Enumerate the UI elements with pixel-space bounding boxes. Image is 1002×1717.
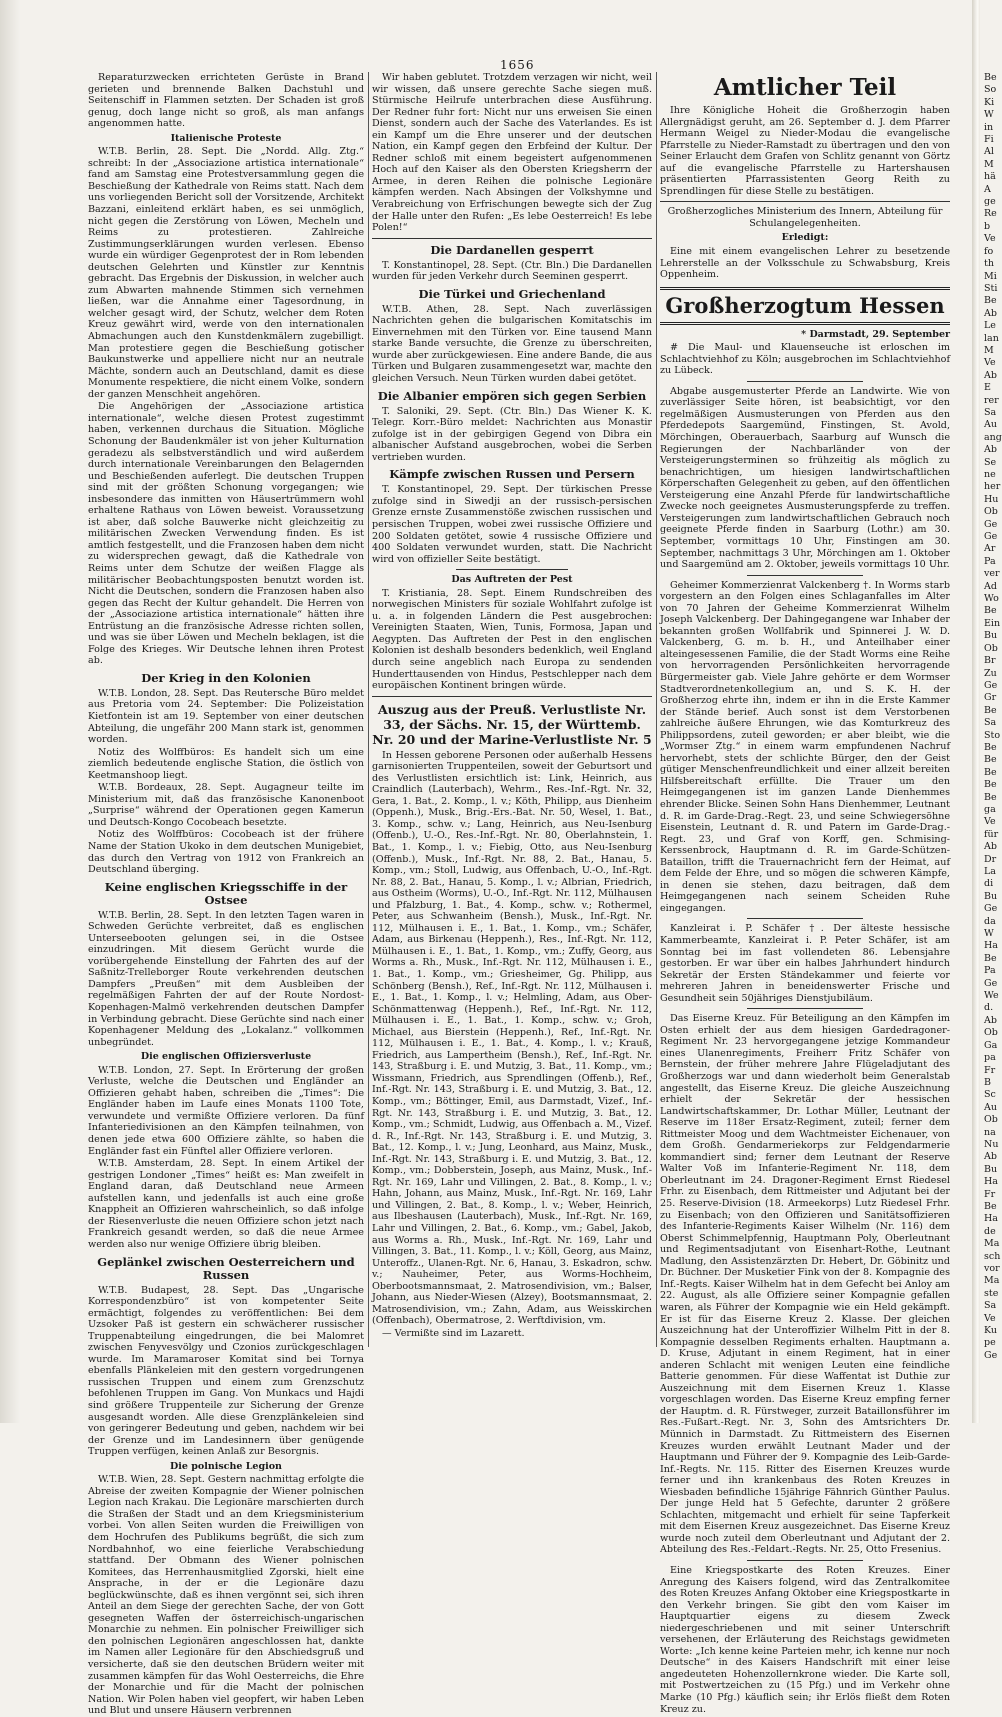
fragment-line: Bu xyxy=(984,630,998,642)
divider xyxy=(660,201,950,202)
fragment-line: Ob xyxy=(984,506,998,518)
paragraph: Reparaturzwecken errichteten Gerüste in Brand gerieten und brennende Balken Dachstuhl und Seitenschiff in Flammen setzten. Der Schaden ist groß genug, doch lange nicht so groß, als man anfangs angenommen hatte. xyxy=(88,72,364,130)
article-heading: Der Krieg in den Kolonien xyxy=(141,670,311,685)
paragraph: W.T.B. Budapest, 28. Sept. Das „Ungarische Korrespondenzbüro“ ist von kompetenter Seite ermächtigt, folgendes zu veröffentlichen: Bei dem Uzsoker Paß ist gestern ein schwächerer russischer Truppenabteilung eingedrungen, die bei Malomret zwischen Fenyvesvölgy und Czonios zurückgeschlagen wurde. Im Maramaroser Komitat sind bei Tornya ebenfalls Plänkeleien mit den gestern vorgedrungenen russischen Truppen und einem zum Grenzschutz befohlenen Truppen im Gang. Von Munkacs und Hajdi sind größere Truppenteile zur Sicherung der Grenze ausgesandt worden. Alle diese Grenzplänkeleien sind von geringerer Bedeutung und geben, nachdem wir bei der Grenze und im Landesinnern über genügende Truppen verfügen, keinen Anlaß zur Besorgnis. xyxy=(88,1284,364,1458)
fragment-line: b xyxy=(984,220,991,232)
fragment-line: Be xyxy=(984,704,997,716)
fragment-line: ga xyxy=(984,803,996,815)
fragment-line: ver xyxy=(984,568,1000,580)
page-gutter xyxy=(972,0,980,1423)
fragment-line: Hu xyxy=(984,493,999,505)
fragment-line: Ad xyxy=(984,580,997,592)
fragment-line: Ki xyxy=(984,96,995,108)
paragraph: W.T.B. Wien, 28. Sept. Gestern nachmittag erfolgte die Abreise der zweiten Kompagnie der Wiener polnischen Legion nach Krakau. Die Legionäre marschierten durch die Straßen der Stadt und an dem Kriegsministerium vorbei. Von allen Seiten wurden die Freiwilligen von dem Hochrufen des Publikums begrüßt, die sich zum Nordbahnhof, wo eine feierliche Verabschiedung stattfand. Der Obmann des Wiener polnischen Komitees, das Herrenhausmitglied Zgorski, hielt eine Ansprache, in der er die Legionäre dazu beglückwünschte, daß es ihnen vergönnt sei, sich ihren Anteil an dem Siege der gerechten Sache, der von Gott gesegneten Waffen der österreichisch-ungarischen Monarchie zu nehmen. Ein polnischer Freiwilliger sich den polnischen Legionären angeschlossen hat, dankte im Namen aller Legionäre für den Abschiedsgruß und versicherte, daß sie den deutschen Brüdern weiter mit zusammen kämpfen für das Wohl Oesterreichs, die Ehre der Monarchie und für die Macht der polnischen Nation. Wir Polen haben viel geopfert, wir haben Leben und Blut und unsere Häusern verbrennen xyxy=(88,1474,364,1717)
fragment-line: Br xyxy=(984,655,996,667)
fragment-line: Sc xyxy=(984,1089,996,1101)
fragment-line: di xyxy=(984,878,994,890)
fragment-line: Ha xyxy=(984,1176,998,1188)
fragment-line: Fi xyxy=(984,134,994,146)
paragraph: W.T.B. Berlin, 28. Sept. Die „Nordd. Allg. Ztg.“ schreibt: In der „Associazione artistica internationale“ fand am Samstag eine Protestversammlung gegen die Beschießung der Kathedrale von Reims statt. Nach dem uns vorliegenden Bericht soll der Vorsitzende, Architekt Bazzani, einleitend erklärt haben, es sei unmöglich, nicht gegen die Zerstörung von Löwen, Mecheln und Reims zu protestieren. Zahlreiche Zustimmungserklärungen wurden verlesen. Ebenso wurde ein würdiger Gegenprotest der in Rom lebenden deutschen Gelehrten und Künstler zur Kenntnis gebracht. Das Ergebnis der Diskussion, in welcher auch zum Abwarten mahnende Stimmen sich vernehmen ließen, war die Annahme einer Tagesordnung, in welcher gesagt wird, der Schutz, welcher dem Roten Kreuz gewährt wird, werde von den internationalen Abmachungen auch den Kunstdenkmälern zugebilligt. Man protestiere gegen die Beschießung gotischer Baukunstwerke und appelliere nicht nur an neutrale Mächte, sondern auch an Deutschland, damit es diese Monumente respektiere, die nicht einem Volke, sondern der ganzen Menschheit angehören. xyxy=(88,146,364,400)
fragment-line: B xyxy=(984,1076,991,1088)
paragraph: Ihre Königliche Hoheit die Großherzogin haben Allergnädigst geruht, am 26. September d. J. dem Pfarrer Hermann Weigel zu Nieder-Modau die evangelische Pfarrstelle zu Nieder-Ramstadt zu übertragen und den von Seiner Erlaucht dem Grafen von Schlitz genannt von Görtz auf die evangelische Pfarrstelle zu Hartershausen präsentierten Pfarrassistenten Georg Reith zu Sprendlingen für diese Stelle zu bestätigen. xyxy=(660,105,950,197)
fragment-line: na xyxy=(984,1126,996,1138)
fragment-line: fo xyxy=(984,245,994,257)
fragment-line: M xyxy=(984,344,994,356)
paragraph: Eine Kriegspostkarte des Roten Kreuzes. Einer Anregung des Kaisers folgend, wird das Zentralkomitee des Roten Kreuzes Anfang Oktober eine Kriegspostkarte in den Verkehr bringen. Sie gibt den vom Kaiser im Hauptquartier eigens zu diesem Zweck niedergeschriebenen und mit seiner Unterschrift versehenen, der Erläuterung des Reichstags gewidmeten Worte: „Ich kenne keine Parteien mehr, ich kenne nur noch Deutsche“ in des Kaisers Handschrift mit einer leise angedeuteten Hohenzollernkrone wieder. Die Karte soll, mit Postwertzeichen zu (15 Pfg.) und im Verkehr ohne Marke (10 Pfg.) käuflich sein; ihr Erlös fließt dem Roten Kreuz zu. xyxy=(660,1564,950,1715)
fragment-line: Ab xyxy=(984,444,997,456)
fragment-line: Se xyxy=(984,456,997,468)
fragment-line: Be xyxy=(984,295,997,307)
fragment-line: So xyxy=(984,84,997,96)
article-heading: Kämpfe zwischen Russen und Persern xyxy=(389,467,635,482)
column-3 xyxy=(660,72,950,1715)
fragment-line: La xyxy=(984,866,996,877)
fragment-line: Bu xyxy=(984,890,998,902)
fragment-line: We xyxy=(984,990,999,1002)
column-2 xyxy=(372,72,652,1342)
paragraph: # Die Maul- und Klauenseuche ist erloschen im Schlachtviehhof zu Köln; ausgebrochen im Schlachtviehhof zu Lübeck. xyxy=(660,342,950,377)
fragment-line: Be xyxy=(984,741,997,753)
paragraph: Das Eiserne Kreuz. Für Beteiligung an den Kämpfen im Osten erhielt der aus dem hiesigen Gardedragoner-Regiment Nr. 23 hervorgegangene jetzige Kommandeur eines Ulanenregiments, Freiherr Fritz Schäfer von Bernstein, der früher mehrere Jahre Flügeladjutant des Großherzogs war und dann wiederholt beim Generalstab angestellt, das Eiserne Kreuz. Die gleiche Auszeichnung erhielt der Sekretär der hessischen Landwirtschaftskammer, Dr. Lothar Müller, Leutnant der Reserve im 118er Ersatz-Regiment, zuteil; ferner dem Rittmeister Moog und dem Wachtmeister Eichenauer, von dem Großh. Gendarmeriekorps zur Feldgendarmerie kommandiert sind; ferner dem Leutnant der Reserve Walter Voß im Infanterie-Regiment Nr. 118, dem Oberleutnant im 24. Dragoner-Regiment Ernst Riedesel Frhr. zu Eisenbach, dem Rittmeister und Adjutant bei der 25. Reserve-Division (18. Armeekorps) Lutz Riedesel Frhr. zu Eisenbach; von den Offizieren und Sanitätsoffizieren des Infanterie-Regiments Kaiser Wilhelm (Nr. 116) dem Oberst Schimmelpfennig, Hauptmann Poly, Oberleutnant und Regimentsadjutant von Eisenhart-Rothe, Leutnant Madlung, den Assistenzärzten Dr. Hebert, Dr. Göbinitz und Dr. Büchner. Der Musketier Fink von der 8. Kompagnie des Inf.-Regts. Kaiser Wilhelm hat in dem Gefecht bei Anloy am 22. August, als alle Offiziere seiner Kompagnie gefallen waren, als Führer der Kompagnie wie ein Held gekämpft. Er ist für das Eiserne Kreuz 2. Klasse. Der gleichen Auszeichnung hat der Unteroffizier Wilhelm Pitt in der 8. Kompagnie desselben Regiments erhalten. Hauptmann a. D. Kruse, Adjutant in einem Regiment, hat in einer anderen Schlacht mit wenigen Leuten eine feindliche Batterie genommen. Für diese Waffentat ist Duthie zur Auszeichnung mit dem Eisernen Kreuz 1. Klasse vorgeschlagen worden. Das Eiserne Kreuz empfing ferner der Hauptm. d. R. Fürstweger, zurzeit Bataillonsführer im Res.-Fußart.-Regt. Nr. 3, Sohn des Amtsrichters Dr. Münnich in Darmstadt. Zu Rittmeistern des Eisernen Kreuzes wurden erwählt Leutnant Mader und der Hauptmann und Führer der 9. Kompagnie des Leib-Garde-Inf.-Regts. Nr. 115. Ritter des Eisernen Kreuzes wurde ferner und ihn krankenbaus des Roten Kreuzes in Wiesbaden befindliche 15jährige Fähnrich Günther Paulus. Der junge Held hat 5 Gefechte, darunter 2 größere Schlachten, mitgemacht und erhielt für seine Tapferkeit mit dem Eisernen Kreuz ausgezeichnet. Das Eiserne Kreuz wurde noch zuteil dem Oberleutnant und Adjutant der 2. Abteilung des Res.-Feldart.-Regts. Nr. 25, Otto Fresenius. xyxy=(660,1013,950,1556)
fragment-line: A xyxy=(984,183,991,195)
fragment-line: Be xyxy=(984,952,997,964)
fragment-line: Ve xyxy=(984,357,996,369)
fragment-line: Ma xyxy=(984,1238,1000,1250)
fragment-line: Be xyxy=(984,72,997,83)
paragraph: W.T.B. London, 27. Sept. In Erörterung der großen Verluste, welche die Deutschen und Engländer an Offizieren gehabt haben, schreiben die „Times“: Die Engländer haben im Laufe eines Monats 1100 Tote, verwundete und vermißte Offiziere verloren. Da fünf Infanteriedivisionen an den Kämpfen teilnahmen, von denen jede etwa 600 Offiziere zählte, so haben die Engländer fast ein Fünftel aller Offiziere verloren. xyxy=(88,1064,364,1157)
fragment-line: Ge xyxy=(984,531,998,543)
paragraph: Kanzleirat i. P. Schäfer †. Der älteste hessische Kammerbeamte, Kanzleirat i. P. Peter Schäfer, ist am Sonntag bei im fast vollendeten 86. Lebensjahre gestorben. Er war über ein halbes Jahrhundert hindurch Sekretär der Ersten Ständekammer und feierte vor mehreren Jahren in beneidenswerter Frische und Gesundheit sein 50jähriges Dienstjubiläum. xyxy=(660,923,950,1004)
fragment-line: d. xyxy=(984,1002,994,1014)
divider xyxy=(747,1008,863,1009)
fragment-line: Ab xyxy=(984,369,997,381)
fragment-line: Sa xyxy=(984,406,997,418)
section-title-box xyxy=(660,287,950,325)
article-heading: Die Dardanellen gesperrt xyxy=(430,242,594,257)
fragment-line: Ha xyxy=(984,940,998,952)
fragment-line: Ar xyxy=(984,543,996,555)
fragment-line: Ab xyxy=(984,1014,997,1026)
article-heading: Auszug aus der Preuß. Verlustliste Nr. 33, der Sächs. Nr. 15, der Württemb. Nr. 20 und der Marine-Verlustliste Nr. 5 xyxy=(372,701,652,747)
fragment-line: Au xyxy=(984,1101,997,1113)
fragment-line: rer xyxy=(984,394,999,406)
fragment-line: Ku xyxy=(984,1325,998,1337)
paragraph: In Hessen geborene Personen oder außerhalb Hessens garnisonierten Truppenteilen, soweit der Geburtsort und des Verlustlisten ersichtlich ist: Link, Heinrich, aus Craindlich (Lauterbach), Wehrm., Res.-Inf.-Rgt. Nr. 32, Gera, 1. Bat., 2. Komp., l. v.; Köth, Philipp, aus Dienheim (Oppenh.), Musk., Brig.-Ers.-Bat. Nr. 50, Wesel, 1. Bat., 3. Komp., schw. v.; Lang, Heinrich, aus Neu-Isenburg (Offenb.), U.-O., Res.-Inf.-Rgt. Nr. 80, Oberlahnstein, 1. Bat., 1. Komp., l. v.; Fiebig, Otto, aus Neu-Isenburg (Offenb.), Musk., Inf.-Rgt. Nr. 88, 2. Bat., Hanau, 5. Komp., vm.; Stoll, Ludwig, aus Offenbach, U.-O., Inf.-Rgt. Nr. 88, 2. Bat., Hanau, 5. Komp., l. v.; Albrian, Friedrich, aus Ostheim (Worms), U.-O., Inf.-Rgt. Nr. 112, Mülhausen und Pfalzburg, 1. Bat., 4. Komp., schw. v.; Rothermel, Peter, aus Schwanheim (Bensh.), Musk., Inf.-Rgt. Nr. 112, Mülhausen i. E., 1. Bat., 1. Komp., vm.; Schäfer, Adam, aus Birkenau (Heppenh.), Res., Inf.-Rgt. Nr. 112, Mülhausen i. E., 1. Bat., 1. Komp., vm.; Zuffy, Georg, aus Worms a. Rh., Musk., Inf.-Rgt. Nr. 112, Mülhausen i. E., 1. Bat., 1. Komp., vm.; Griesheimer, Gg. Philipp, aus Schönberg (Bensh.), Ref., Inf.-Rgt. Nr. 112, Mülhausen i. E., 1. Bat., 1. Komp., l. v.; Helmling, Adam, aus Ober-Schönmattenwag (Heppenh.), Ref., Inf.-Rgt. Nr. 112, Mülhausen i. E., 1. Bat., 1. Komp., schw. v.; Groh, Michael, aus Bierstein (Heppenh.), Ref., Inf.-Rgt. Nr. 112, Mülhausen i. E., 1. Bat., 4. Komp., l. v.; Krauß, Friedrich, aus Lampertheim (Bensh.), Ref., Inf.-Rgt. Nr. 143, Straßburg i. E. und Mutzig, 3. Bat., 11. Komp., vm.; Wissmann, Friedrich, aus Sprendlingen (Offenb.), Ref., Inf.-Rgt. Nr. 143, Straßburg i. E. und Mutzig, 3. Bat., 12. Komp., vm.; Böttinger, Emil, aus Darmstadt, Vizef., Inf.-Rgt. Nr. 143, Straßburg i. E. und Mutzig, 3. Bat., 12. Komp., vm.; Schmidt, Ludwig, aus Offenbach a. M., Vizef. d. R., Inf.-Rgt. Nr. 143, Straßburg i. E. und Mutzig, 3. Bat., 12. Komp., l. v.; Jung, Leonhard, aus Mainz, Musk., Inf.-Rgt. Nr. 143, Straßburg i. E. und Mutzig, 3. Bat., 12. Komp., vm.; Dobberstein, Joseph, aus Mainz, Musk., Inf.-Rgt. Nr. 169, Lahr und Villingen, 2. Bat., 8. Komp., l. v.; Hahn, Johann, aus Mainz, Musk., Inf.-Rgt. Nr. 169, Lahr und Villingen, 2. Bat., 8. Komp., l. v.; Weber, Heinrich, aus Ilbeshausen (Lauterbach), Musk., Inf.-Rgt. Nr. 169, Lahr und Villingen, 2. Bat., 6. Komp., vm.; Gabel, Jakob, aus Worms a. Rh., Musk., Inf.-Rgt. Nr. 169, Lahr und Villingen, 3. Bat., 11. Komp., l. v.; Köll, Georg, aus Mainz, Unteroffz., Ulanen-Rgt. Nr. 6, Hanau, 3. Eskadron, schw. v.; Nauheimer, Peter, aus Worms-Hochheim, Oberbootsmannsmaat, 2. Matrosendivision, vm.; Balser, Johann, aus Nieder-Wiesen (Alzey), Bootsmannsmaat, 2. Matrosendivision, vm.; Zahn, Adam, aus Weisskirchen (Offenbach), Obermatrose, 2. Werftdivision, vm. xyxy=(372,749,652,1327)
fragment-line: Ge xyxy=(984,903,998,915)
page-shadow xyxy=(0,0,20,1423)
fragment-line: Mi xyxy=(984,270,997,282)
fragment-line: Ob xyxy=(984,642,998,654)
fragment-line: für xyxy=(984,828,999,840)
fragment-line: Pa xyxy=(984,555,996,567)
fragment-line: E xyxy=(984,382,991,394)
fragment-line: Pa xyxy=(984,965,996,977)
paragraph: Geheimer Kommerzienrat Valckenberg †. In Worms starb vorgestern an den Folgen eines Schlaganfalles im Alter von 70 Jahren der Geheime Kommerzienrat Wilhelm Joseph Valckenberg. Der Dahingegangene war Inhaber der bekannten großen Wollfabrik und Spinnerei J. W. D. Valckenberg, G. m. b. H., und Anteilhaber einer alteingesessenen Familie, die der Stadt Worms eine Reihe von hervorragenden Persönlichkeiten hervorragende Bürgermeister gab. Viele Jahre gehörte er dem Wormser Stadtverordnetenkollegium an, und S. K. H. der Großherzog ehrte ihn, indem er ihn in die Erste Kammer der Stände berief. Auch sonst ist dem Verstorbenen zahlreiche äußere Ehrungen, wie das Komturkreuz des Philippsordens, zuteil geworden; er aber bleibt, wie die „Wormser Ztg.“ in einem warm empfundenen Nachruf hervorhebt, stets der schlichte Bürger, den der Geist gütiger Menschenfreundlichkeit und einer allzeit bereiten Hilfsbereitschaft erfüllte. Die Trauer um den Heimgegangenen ist im ganzen Lande Dienhemmes ehrender Blicke. Seinen Sohn Hans Dienhemmer, Leutnant d. R. im Garde-Drag.-Regt. 23, und seine Schwiegersöhne Eisenstein, Leutnant d. R. und Patern im Garde-Drag.-Regt. 23, und Graf von Korff, gen. Schmising-Kerssenbrock, Hauptmann d. R. im Garde-Schützen-Bataillon, trifft die Trauernachricht fern der Heimat, auf dem Felde der Ehre, und so mögen die schweren Kämpfe, in denen sie stehen, dazu beitragen, daß dem Heimgegangenen nach seinem Scheiden Ruhe eingegangen. xyxy=(660,579,950,914)
fragment-line: M xyxy=(984,158,994,170)
fragment-line: Ma xyxy=(984,1275,1000,1287)
subheading: Italienische Proteste xyxy=(170,132,282,144)
column-1 xyxy=(88,72,364,1717)
subheading: Die polnische Legion xyxy=(170,1460,282,1472)
fragment-line: de xyxy=(984,1225,996,1237)
fragment-line: Dr xyxy=(984,853,997,865)
paragraph: W.T.B. Berlin, 28. Sept. In den letzten Tagen waren in Schweden Gerüchte verbreitet, daß es englischen Unterseebooten gelungen sei, in die Ostsee einzudringen. Mit diesem Gerücht wurde die vorübergehende Einstellung der Fahrten des auf der Saßnitz-Trelleborger Route verkehrenden deutschen Dampfers „Preußen“ mit dem Ausbleiben der regelmäßigen Fahrten der auf der Route Nordost-Kopenhagen-Malmö verkehrenden deutschen Dampfer in Verbindung gebracht. Diese Gerüchte sind nach einer Kopenhagener Meldung des „Lokalanz.“ vollkommen unbegründet. xyxy=(88,909,364,1048)
paragraph: T. Konstantinopel, 28. Sept. (Ctr. Bln.) Die Dardanellen wurden für jeden Verkehr durch Seeminen gesperrt. xyxy=(372,259,652,283)
article-heading: Geplänkel zwischen Oesterreichern und Russen xyxy=(97,1254,355,1282)
divider xyxy=(456,569,568,570)
fragment-line: Fr xyxy=(984,1064,996,1076)
fragment-line: Ab xyxy=(984,841,997,853)
fragment-line: pe xyxy=(984,1337,996,1349)
paragraph: Großherzogliches Ministerium des Innern, Abteilung für Schulangelegenheiten. xyxy=(667,206,943,229)
fragment-line: Be xyxy=(984,779,997,791)
fragment-line: ang xyxy=(984,431,1002,443)
fragment-line: W xyxy=(984,928,994,940)
column-divider xyxy=(656,72,657,1347)
fragment-line: Be xyxy=(984,1200,997,1212)
fragment-line: Sti xyxy=(984,282,998,294)
paragraph: T. Konstantinopel, 29. Sept. Der türkischen Presse zufolge sind in Siwedji an der russisch-persischen Grenze ernste Zusammenstöße zwischen russischen und persischen Truppen, wobei zwei russische Offiziere und 200 Soldaten getötet, sowie 4 russische Offiziere und 400 Soldaten verwundet wurden, statt. Die Nachricht wird von offizieller Seite bestätigt. xyxy=(372,484,652,565)
fragment-line: Sa xyxy=(984,1300,997,1312)
fragment-line: Ob xyxy=(984,1114,998,1126)
fragment-line: ge xyxy=(984,196,996,208)
subheading: Das Auftreten der Pest xyxy=(451,574,573,586)
divider xyxy=(747,575,863,576)
column-divider xyxy=(368,72,369,1347)
divider xyxy=(747,381,863,382)
paragraph: — Vermißte sind im Lazarett. xyxy=(382,1327,525,1339)
paragraph: T. Kristiania, 28. Sept. Einem Rundschreiben des norwegischen Ministers für soziale Wohlfahrt zufolge ist u. a. in folgenden Ländern die Pest ausgebrochen: Vereinigten Staaten, Wien, Tunis, Formosa, Japan und Aegypten. Das Auftreten der Pest in den englischen Kolonien ist deshalb besonders bedenklich, weil England durch seine angeblich nach Europa zu sendenden Hunderttausenden von Hindus, Pestschlepper nach dem europäischen Kontinent bringen würde. xyxy=(372,587,652,692)
paragraph: T. Saloniki, 29. Sept. (Ctr. Bln.) Das Wiener K. K. Telegr. Korr.-Büro meldet: Nachrichten aus Monastir zufolge ist in der gebirgigen Gegend von Dibra ein albanischer Aufstand ausgebrochen, wobei die Serben vertrieben wurden. xyxy=(372,405,652,463)
fragment-line: Ab xyxy=(984,307,997,319)
fragment-line: her xyxy=(984,481,1001,493)
fragment-line: sch xyxy=(984,1250,1001,1262)
subheading: Erledigt: xyxy=(781,232,829,244)
fragment-line: Ge xyxy=(984,1349,998,1361)
fragment-line: hä xyxy=(984,171,996,183)
fragment-line: Re xyxy=(984,208,997,220)
paragraph: W.T.B. Athen, 28. Sept. Nach zuverlässigen Nachrichten gehen die bulgarischen Komitatschis im Einvernehmen mit den Türken vor. Eine tausend Mann starke Bande versuchte, die Grenze zu überschreiten, wurde aber zurückgewiesen. Eine andere Bande, die aus Türken und Bulgaren zusammengesetzt war, machte den gleichen Versuch. Neun Türken wurden dabei getötet. xyxy=(372,303,652,385)
paragraph: Die Angehörigen der „Associazione artistica internationale“, welche diesen Protest zugestimmt haben, verkennen durchaus die Situation. Mögliche Schonung der Baudenkmäler ist von jeher Kulturnation geradezu als selbstverständlich und wird außerdem durch internationale Vereinbarungen den Belagernden und Beschießenden auferlegt. Die deutschen Truppen sind mit der größten Schonung vorgegangen; wie insbesondere das inmitten von Häusertrümmern wohl erhaltene Rathaus von Löwen beweist. Voraussetzung ist aber, daß solche Bauwerke nicht gleichzeitig zu militärischen Zwecken Verwendung finden. Es ist amtlich festgestellt, und die Franzosen haben dem nicht zu widersprechen gewagt, daß die Kathedrale von Reims unter dem Schutze der weißen Flagge als militärischer Beobachtungsposten benutzt worden ist. Nicht die Deutschen, sondern die Franzosen haben also gegen das Recht der Kultur gehandelt. Die Herren von der „Associazione artistica internationale“ hätten ihre Entrüstung an die französische Adresse richten sollen, und was sie über Löwen und Mecheln beklagen, ist die Folge des Krieges. Wir Deutsche lehnen ihren Protest ab. xyxy=(88,401,364,667)
fragment-line: Ha xyxy=(984,1213,998,1225)
fragment-line: Zu xyxy=(984,667,997,679)
paragraph: W.T.B. London, 28. Sept. Das Reutersche Büro meldet aus Pretoria vom 24. September: Die Polizeistation Kietfontein ist am 19. September von einer deutschen Abteilung, die ungefähr 200 Mann stark ist, genommen worden. xyxy=(88,687,364,746)
fragment-line: Sa xyxy=(984,717,997,729)
fragment-line: vor xyxy=(984,1263,1000,1274)
fragment-line: Be xyxy=(984,605,997,617)
fragment-line: lan xyxy=(984,332,999,344)
fragment-line: Ge xyxy=(984,977,998,989)
article-heading: Keine englischen Kriegsschiffe in der Ostsee xyxy=(104,879,348,907)
fragment-line: da xyxy=(984,915,996,927)
fragment-line: Gr xyxy=(984,692,997,704)
paragraph: W.T.B. Bordeaux, 28. Sept. Augagneur teilte im Ministerium mit, daß das französische Kanonenboot „Surprise“ während der Operationen gegen Kamerun und Deutsch-Kongo Cocobeach besetzte. xyxy=(88,782,364,828)
paragraph: W.T.B. Amsterdam, 28. Sept. In einem Artikel der gestrigen Londoner „Times“ heißt es: Man zweifelt in England daran, daß Deutschland neue Armeen aufstellen kann, und jedenfalls ist auch eine große Knappheit an Offizieren wahrscheinlich, so daß infolge der Riesenverluste die neuen Offiziere schon jetzt nach Frankreich gesandt werden, so daß die neue Armee werden also nur wenige Offiziere übrig bleiben. xyxy=(88,1158,364,1250)
article-heading: Die Türkei und Griechenland xyxy=(418,286,606,301)
fragment-line: pa xyxy=(984,1052,996,1064)
fragment-line: Be xyxy=(984,766,997,778)
dateline: * Darmstadt, 29. September xyxy=(801,328,950,340)
divider xyxy=(372,238,652,239)
fragment-line: Ein xyxy=(984,617,1001,629)
paragraph: Wir haben geblutet. Trotzdem verzagen wir nicht, weil wir wissen, daß unsere gerechte Sache siegen muß. Stürmische Heilrufe unterbrachen diese Ausführung. Der Redner fuhr fort: Nicht nur uns erweisen Sie einen Dienst, sondern auch der Sache des Vaterlandes. Es ist ein Kampf um die Ehre unserer und der deutschen Nation, ein Kampf gegen den Erbfeind der Kultur. Der Redner schloß mit einem begeistert aufgenommenen Hoch auf den Kaiser als den Obersten Kriegsherrn der Armee, in deren Reihen die polnische Legionäre kämpfen werden. Nach Absingen der Volkshymne und Verabreichung von Erfrischungen bewegte sich der Zug der Halle unter den Rufen: „Es lebe Oesterreich! Es lebe Polen!“ xyxy=(372,72,652,234)
fragment-line: Nu xyxy=(984,1138,999,1150)
fragment-line: in xyxy=(984,121,994,133)
divider xyxy=(372,696,652,697)
paragraph: Abgabe ausgemusterter Pferde an Landwirte. Wie von zuverlässiger Seite hören, ist beabsichtigt, vor den regelmäßigen Ausmusterungen von Pferden aus den Pferdedepots Saargemünd, Finstingen, St. Avold, Mörchingen, Oberauerbach, Saarburg auf Wunsch die Regierungen der Nachbarländer von der Versteigerungsterminen so frühzeitig als möglich zu benachrichtigen, um hiesigen landwirtschaftlichen Körperschaften Gelegenheit zu geben, auf den öffentlichen Versteigerung eine Anzahl Pferde für landwirtschaftliche Zwecke noch geeignetes Ausmusterungspferde zu treffen. Versteigerungen zum landwirtschaftlichen Gebrauch noch geeignete Pferde finden in Saarburg (Lothr.) am 30. September, vormittags 10 Uhr, Finstingen am 30. September, nachmittags 3 Uhr, Mörchingen am 1. Oktober und Saargemünd am 2. Oktober, jeweils vormittags 10 Uhr. xyxy=(660,385,950,571)
fragment-line: Ge xyxy=(984,518,998,530)
adjacent-page-fragment xyxy=(984,72,1000,1362)
paragraph: Notiz des Wolffbüros: Es handelt sich um eine ziemlich bedeutende englische Station, die östlich von Keetmanshoop liegt. xyxy=(88,746,364,781)
fragment-line: Al xyxy=(984,146,994,158)
paragraph: Notiz des Wolffbüros: Cocobeach ist der frühere Name der Station Ukoko in dem deutschen Munigebiet, das durch den Vertrag von 1912 von Frankreich an Deutschland überging. xyxy=(88,829,364,876)
section-title: Großherzogtum Hessen xyxy=(665,292,945,318)
fragment-line: th xyxy=(984,258,994,270)
fragment-line: Fr xyxy=(984,1188,996,1200)
fragment-line: Ge xyxy=(984,679,998,691)
divider xyxy=(747,1560,863,1561)
subheading: Die englischen Offiziersverluste xyxy=(140,1051,312,1063)
article-heading: Die Albanier empören sich gegen Serbien xyxy=(377,388,647,403)
fragment-line: Ve xyxy=(984,233,996,245)
fragment-line: Be xyxy=(984,791,997,803)
divider xyxy=(747,918,863,919)
fragment-line: Sto xyxy=(984,729,1001,741)
fragment-line: ste xyxy=(984,1287,999,1299)
fragment-line: Ga xyxy=(984,1039,998,1051)
fragment-line: Ob xyxy=(984,1027,998,1039)
fragment-line: Be xyxy=(984,754,997,766)
fragment-line: Wo xyxy=(984,593,999,605)
fragment-line: Ab xyxy=(984,1151,997,1163)
fragment-line: Ve xyxy=(984,1312,996,1324)
fragment-line: Le xyxy=(984,320,996,332)
fragment-line: W xyxy=(984,109,994,121)
page-number: 1656 xyxy=(500,58,535,72)
fragment-line: ne xyxy=(984,469,996,480)
fragment-line: Au xyxy=(984,419,997,431)
fragment-line: Bu xyxy=(984,1163,998,1175)
paragraph: Eine mit einem evangelischen Lehrer zu besetzende Lehrerstelle an der Volksschule zu Schwabsburg, Kreis Oppenheim. xyxy=(660,246,950,281)
section-title: Amtlicher Teil xyxy=(713,74,897,101)
fragment-line: Ve xyxy=(984,816,996,828)
